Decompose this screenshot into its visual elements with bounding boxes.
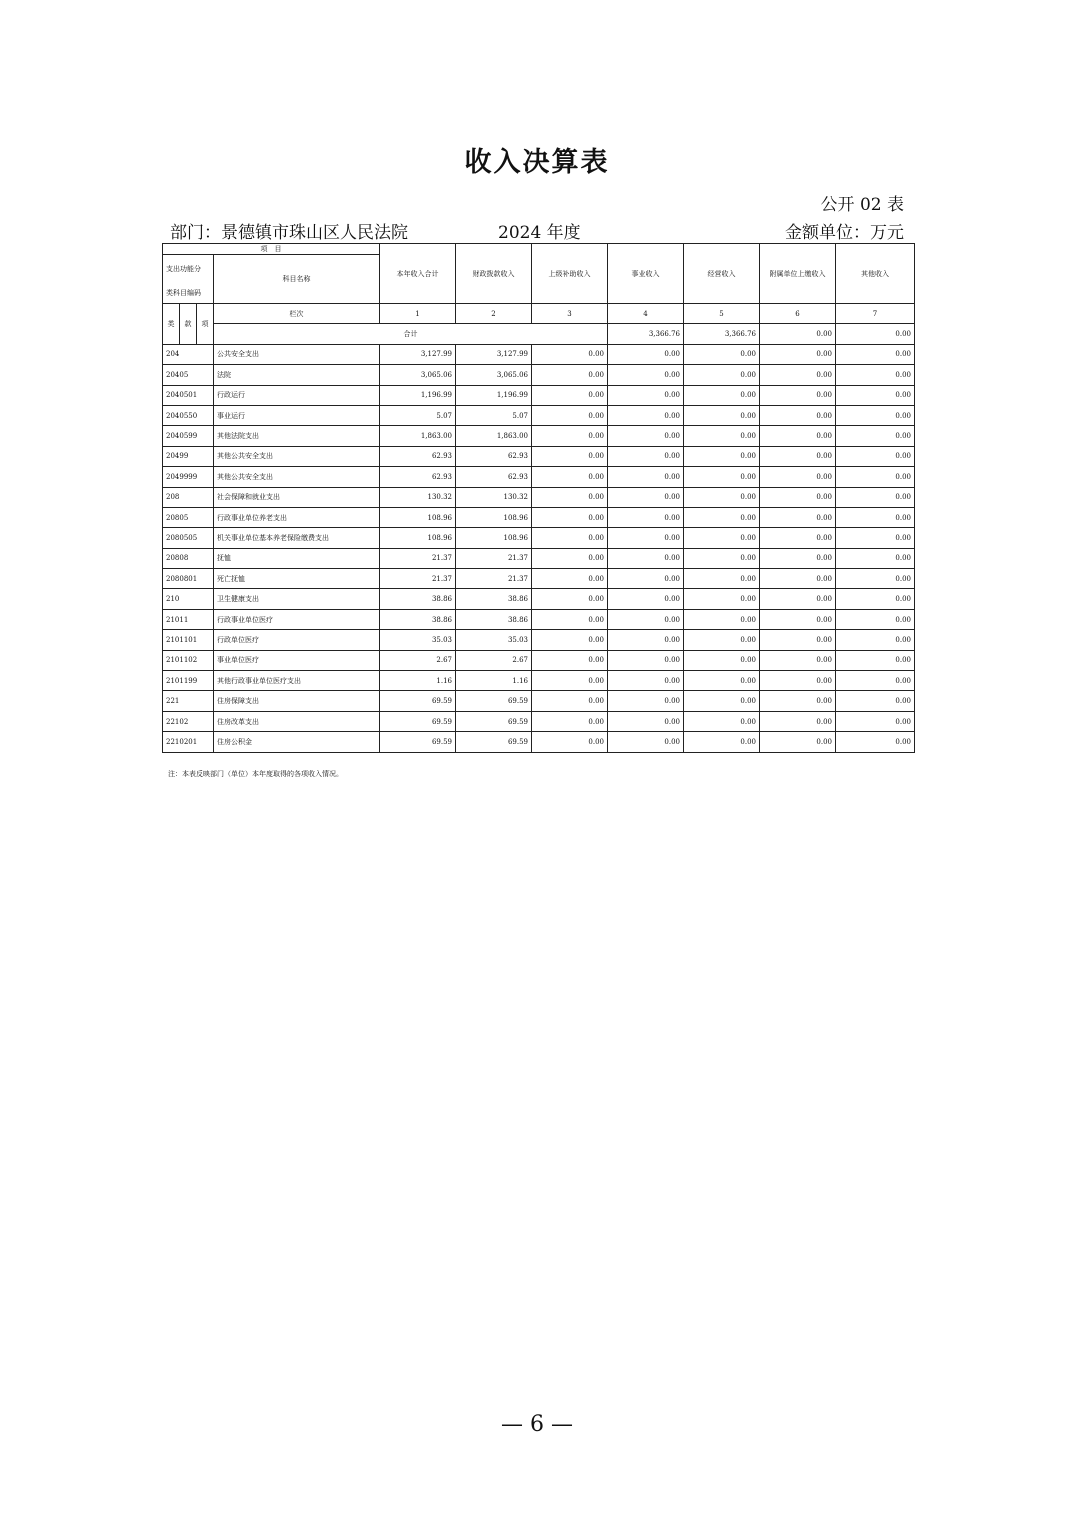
row-subject-name: 卫生健康支出 bbox=[214, 589, 380, 609]
row-value-cell: 0.00 bbox=[608, 446, 684, 466]
row-value-cell: 0.00 bbox=[760, 589, 836, 609]
header-func-class: 支出功能分 bbox=[163, 255, 214, 284]
row-value-cell: 0.00 bbox=[836, 487, 915, 507]
row-value-cell: 69.59 bbox=[380, 711, 456, 731]
row-code: 2080505 bbox=[163, 528, 214, 548]
row-value-cell: 0.00 bbox=[836, 691, 915, 711]
row-value-cell: 0.00 bbox=[532, 507, 608, 527]
income-table bbox=[162, 243, 915, 753]
row-value-cell: 0.00 bbox=[532, 365, 608, 385]
row-value-cell: 0.00 bbox=[532, 650, 608, 670]
row-value-cell: 0.00 bbox=[532, 609, 608, 629]
table-row bbox=[163, 691, 915, 711]
total-cell: 3,366.76 bbox=[684, 324, 760, 344]
row-value-cell: 3,127.99 bbox=[456, 344, 532, 364]
page-title: 收入决算表 bbox=[464, 147, 610, 178]
row-value-cell: 3,127.99 bbox=[380, 344, 456, 364]
row-subject-name: 其他行政事业单位医疗支出 bbox=[214, 671, 380, 691]
header-lei: 类 bbox=[163, 304, 180, 345]
row-subject-name: 其他公共安全支出 bbox=[214, 446, 380, 466]
row-value-cell: 0.00 bbox=[532, 487, 608, 507]
row-value-cell: 0.00 bbox=[684, 528, 760, 548]
table-row bbox=[163, 507, 915, 527]
total-cell: 0.00 bbox=[760, 324, 836, 344]
row-subject-name: 行政运行 bbox=[214, 385, 380, 405]
row-value-cell: 1,196.99 bbox=[380, 385, 456, 405]
total-cell: 0.00 bbox=[836, 324, 915, 344]
row-value-cell: 0.00 bbox=[684, 426, 760, 446]
table-row bbox=[163, 385, 915, 405]
row-code: 221 bbox=[163, 691, 214, 711]
fiscal-year: 2024 年度 bbox=[498, 223, 581, 243]
row-value-cell: 0.00 bbox=[532, 405, 608, 425]
row-value-cell: 0.00 bbox=[532, 732, 608, 752]
col-number-6: 6 bbox=[760, 304, 836, 324]
col-number-5: 5 bbox=[684, 304, 760, 324]
header-project: 项 目 bbox=[163, 244, 380, 255]
row-value-cell: 0.00 bbox=[684, 569, 760, 589]
row-subject-name: 其他法院支出 bbox=[214, 426, 380, 446]
header-col-2: 财政拨款收入 bbox=[456, 244, 532, 304]
table-row bbox=[163, 467, 915, 487]
table-row bbox=[163, 650, 915, 670]
table-row bbox=[163, 365, 915, 385]
row-value-cell: 0.00 bbox=[608, 365, 684, 385]
row-code: 2101101 bbox=[163, 630, 214, 650]
row-value-cell: 1.16 bbox=[380, 671, 456, 691]
row-value-cell: 2.67 bbox=[380, 650, 456, 670]
row-code: 20405 bbox=[163, 365, 214, 385]
row-value-cell: 0.00 bbox=[836, 507, 915, 527]
row-value-cell: 0.00 bbox=[760, 671, 836, 691]
row-value-cell: 62.93 bbox=[456, 467, 532, 487]
row-value-cell: 0.00 bbox=[836, 344, 915, 364]
row-value-cell: 69.59 bbox=[456, 732, 532, 752]
row-value-cell: 0.00 bbox=[836, 609, 915, 629]
row-value-cell: 0.00 bbox=[760, 365, 836, 385]
row-value-cell: 21.37 bbox=[380, 548, 456, 568]
row-value-cell: 5.07 bbox=[380, 405, 456, 425]
table-row bbox=[163, 630, 915, 650]
row-value-cell: 0.00 bbox=[760, 344, 836, 364]
row-value-cell: 0.00 bbox=[532, 446, 608, 466]
row-value-cell: 0.00 bbox=[760, 732, 836, 752]
row-value-cell: 1,863.00 bbox=[456, 426, 532, 446]
row-value-cell: 0.00 bbox=[608, 548, 684, 568]
row-value-cell: 0.00 bbox=[760, 630, 836, 650]
row-value-cell: 5.07 bbox=[456, 405, 532, 425]
table-row bbox=[163, 344, 915, 364]
row-value-cell: 0.00 bbox=[760, 528, 836, 548]
row-value-cell: 0.00 bbox=[532, 548, 608, 568]
row-value-cell: 0.00 bbox=[836, 385, 915, 405]
header-col-4: 事业收入 bbox=[608, 244, 684, 304]
row-value-cell: 21.37 bbox=[456, 548, 532, 568]
row-value-cell: 0.00 bbox=[684, 732, 760, 752]
col-number-4: 4 bbox=[608, 304, 684, 324]
row-code: 2101102 bbox=[163, 650, 214, 670]
row-value-cell: 0.00 bbox=[760, 691, 836, 711]
row-value-cell: 0.00 bbox=[760, 711, 836, 731]
row-code: 2049999 bbox=[163, 467, 214, 487]
row-value-cell: 0.00 bbox=[836, 711, 915, 731]
row-value-cell: 0.00 bbox=[608, 487, 684, 507]
row-value-cell: 0.00 bbox=[532, 569, 608, 589]
row-subject-name: 机关事业单位基本养老保险缴费支出 bbox=[214, 528, 380, 548]
row-value-cell: 0.00 bbox=[532, 691, 608, 711]
row-value-cell: 0.00 bbox=[684, 609, 760, 629]
header-col-5: 经营收入 bbox=[684, 244, 760, 304]
row-value-cell: 21.37 bbox=[456, 569, 532, 589]
row-value-cell: 0.00 bbox=[532, 711, 608, 731]
row-value-cell: 0.00 bbox=[608, 650, 684, 670]
row-value-cell: 0.00 bbox=[608, 405, 684, 425]
row-value-cell: 21.37 bbox=[380, 569, 456, 589]
row-value-cell: 0.00 bbox=[684, 507, 760, 527]
row-value-cell: 0.00 bbox=[608, 344, 684, 364]
table-row bbox=[163, 548, 915, 568]
header-xiang: 项 bbox=[197, 304, 214, 345]
row-value-cell: 0.00 bbox=[608, 589, 684, 609]
header-class-code: 类科目编码 bbox=[163, 283, 214, 304]
row-value-cell: 38.86 bbox=[380, 609, 456, 629]
row-code: 2040599 bbox=[163, 426, 214, 446]
row-value-cell: 108.96 bbox=[380, 507, 456, 527]
total-cell: 3,366.76 bbox=[608, 324, 684, 344]
row-value-cell: 0.00 bbox=[760, 609, 836, 629]
table-row bbox=[163, 528, 915, 548]
row-value-cell: 69.59 bbox=[456, 711, 532, 731]
row-value-cell: 0.00 bbox=[532, 528, 608, 548]
col-number-1: 1 bbox=[380, 304, 456, 324]
row-subject-name: 行政事业单位养老支出 bbox=[214, 507, 380, 527]
row-value-cell: 0.00 bbox=[608, 630, 684, 650]
department-label: 部门：景德镇市珠山区人民法院 bbox=[170, 223, 408, 243]
row-value-cell: 3,065.06 bbox=[456, 365, 532, 385]
row-subject-name: 事业运行 bbox=[214, 405, 380, 425]
row-value-cell: 0.00 bbox=[760, 650, 836, 670]
row-value-cell: 0.00 bbox=[608, 732, 684, 752]
row-value-cell: 0.00 bbox=[684, 691, 760, 711]
row-value-cell: 0.00 bbox=[836, 426, 915, 446]
row-subject-name: 住房公积金 bbox=[214, 732, 380, 752]
row-code: 210 bbox=[163, 589, 214, 609]
row-value-cell: 62.93 bbox=[380, 446, 456, 466]
row-code: 20808 bbox=[163, 548, 214, 568]
table-row bbox=[163, 426, 915, 446]
header-col-3: 上级补助收入 bbox=[532, 244, 608, 304]
row-value-cell: 0.00 bbox=[836, 630, 915, 650]
row-value-cell: 0.00 bbox=[532, 344, 608, 364]
row-value-cell: 0.00 bbox=[684, 650, 760, 670]
row-value-cell: 62.93 bbox=[380, 467, 456, 487]
row-code: 22102 bbox=[163, 711, 214, 731]
row-value-cell: 0.00 bbox=[836, 446, 915, 466]
row-value-cell: 0.00 bbox=[608, 569, 684, 589]
row-code: 208 bbox=[163, 487, 214, 507]
row-value-cell: 0.00 bbox=[760, 405, 836, 425]
row-subject-name: 社会保障和就业支出 bbox=[214, 487, 380, 507]
row-value-cell: 0.00 bbox=[760, 426, 836, 446]
footnote: 注：本表反映部门（单位）本年度取得的各项收入情况。 bbox=[168, 770, 343, 778]
table-row bbox=[163, 405, 915, 425]
row-value-cell: 108.96 bbox=[456, 507, 532, 527]
col-number-3: 3 bbox=[532, 304, 608, 324]
header-lan-ci: 栏次 bbox=[214, 304, 380, 324]
table-row bbox=[163, 711, 915, 731]
row-subject-name: 住房保障支出 bbox=[214, 691, 380, 711]
row-value-cell: 0.00 bbox=[684, 467, 760, 487]
row-code: 204 bbox=[163, 344, 214, 364]
row-value-cell: 0.00 bbox=[608, 671, 684, 691]
row-value-cell: 0.00 bbox=[760, 507, 836, 527]
row-value-cell: 69.59 bbox=[456, 691, 532, 711]
row-value-cell: 0.00 bbox=[760, 446, 836, 466]
row-value-cell: 0.00 bbox=[532, 467, 608, 487]
row-value-cell: 0.00 bbox=[608, 426, 684, 446]
row-value-cell: 0.00 bbox=[836, 548, 915, 568]
row-code: 21011 bbox=[163, 609, 214, 629]
row-value-cell: 0.00 bbox=[836, 405, 915, 425]
row-value-cell: 0.00 bbox=[684, 589, 760, 609]
page-number: — 6 — bbox=[501, 1412, 573, 1437]
row-value-cell: 0.00 bbox=[608, 507, 684, 527]
row-value-cell: 0.00 bbox=[684, 671, 760, 691]
row-subject-name: 其他公共安全支出 bbox=[214, 467, 380, 487]
row-value-cell: 0.00 bbox=[608, 528, 684, 548]
row-value-cell: 0.00 bbox=[532, 426, 608, 446]
row-value-cell: 0.00 bbox=[684, 630, 760, 650]
row-subject-name: 住房改革支出 bbox=[214, 711, 380, 731]
row-value-cell: 0.00 bbox=[684, 711, 760, 731]
header-col-6: 附属单位上缴收入 bbox=[760, 244, 836, 304]
amount-unit: 金额单位：万元 bbox=[785, 223, 904, 243]
row-subject-name: 事业单位医疗 bbox=[214, 650, 380, 670]
row-value-cell: 69.59 bbox=[380, 691, 456, 711]
row-value-cell: 0.00 bbox=[760, 385, 836, 405]
row-value-cell: 0.00 bbox=[836, 671, 915, 691]
row-value-cell: 108.96 bbox=[380, 528, 456, 548]
row-value-cell: 130.32 bbox=[456, 487, 532, 507]
row-code: 2210201 bbox=[163, 732, 214, 752]
header-col-7: 其他收入 bbox=[836, 244, 915, 304]
row-value-cell: 130.32 bbox=[380, 487, 456, 507]
row-value-cell: 0.00 bbox=[684, 446, 760, 466]
row-value-cell: 62.93 bbox=[456, 446, 532, 466]
row-subject-name: 死亡抚恤 bbox=[214, 569, 380, 589]
row-value-cell: 38.86 bbox=[456, 609, 532, 629]
row-value-cell: 38.86 bbox=[456, 589, 532, 609]
row-code: 20805 bbox=[163, 507, 214, 527]
row-value-cell: 1,196.99 bbox=[456, 385, 532, 405]
row-value-cell: 35.03 bbox=[380, 630, 456, 650]
table-row bbox=[163, 487, 915, 507]
row-subject-name: 公共安全支出 bbox=[214, 344, 380, 364]
row-subject-name: 法院 bbox=[214, 365, 380, 385]
total-label: 合计 bbox=[214, 324, 608, 344]
row-value-cell: 69.59 bbox=[380, 732, 456, 752]
row-value-cell: 0.00 bbox=[684, 405, 760, 425]
row-value-cell: 35.03 bbox=[456, 630, 532, 650]
row-value-cell: 0.00 bbox=[532, 630, 608, 650]
row-code: 2080801 bbox=[163, 569, 214, 589]
row-value-cell: 0.00 bbox=[836, 365, 915, 385]
row-subject-name: 行政事业单位医疗 bbox=[214, 609, 380, 629]
row-value-cell: 0.00 bbox=[836, 650, 915, 670]
table-row bbox=[163, 732, 915, 752]
col-number-7: 7 bbox=[836, 304, 915, 324]
row-value-cell: 108.96 bbox=[456, 528, 532, 548]
header-subject-name: 科目名称 bbox=[214, 255, 380, 304]
table-row bbox=[163, 671, 915, 691]
form-code: 公开 02 表 bbox=[820, 195, 904, 215]
header-kuan: 款 bbox=[180, 304, 197, 345]
row-code: 20499 bbox=[163, 446, 214, 466]
row-value-cell: 0.00 bbox=[836, 467, 915, 487]
row-value-cell: 0.00 bbox=[760, 467, 836, 487]
row-value-cell: 1.16 bbox=[456, 671, 532, 691]
row-value-cell: 0.00 bbox=[760, 548, 836, 568]
row-value-cell: 0.00 bbox=[760, 569, 836, 589]
row-value-cell: 0.00 bbox=[532, 385, 608, 405]
table-row bbox=[163, 609, 915, 629]
row-value-cell: 0.00 bbox=[608, 691, 684, 711]
row-subject-name: 行政单位医疗 bbox=[214, 630, 380, 650]
table-row bbox=[163, 446, 915, 466]
table-row bbox=[163, 589, 915, 609]
row-value-cell: 0.00 bbox=[836, 569, 915, 589]
row-code: 2040550 bbox=[163, 405, 214, 425]
row-value-cell: 0.00 bbox=[684, 548, 760, 568]
row-value-cell: 0.00 bbox=[532, 589, 608, 609]
row-code: 2040501 bbox=[163, 385, 214, 405]
row-code: 2101199 bbox=[163, 671, 214, 691]
row-value-cell: 0.00 bbox=[684, 385, 760, 405]
row-value-cell: 2.67 bbox=[456, 650, 532, 670]
row-subject-name: 抚恤 bbox=[214, 548, 380, 568]
row-value-cell: 0.00 bbox=[684, 365, 760, 385]
row-value-cell: 0.00 bbox=[836, 732, 915, 752]
row-value-cell: 38.86 bbox=[380, 589, 456, 609]
row-value-cell: 0.00 bbox=[608, 711, 684, 731]
row-value-cell: 1,863.00 bbox=[380, 426, 456, 446]
header-col-1: 本年收入合计 bbox=[380, 244, 456, 304]
row-value-cell: 0.00 bbox=[684, 487, 760, 507]
row-value-cell: 0.00 bbox=[608, 467, 684, 487]
row-value-cell: 3,065.06 bbox=[380, 365, 456, 385]
row-value-cell: 0.00 bbox=[836, 589, 915, 609]
row-value-cell: 0.00 bbox=[532, 671, 608, 691]
col-number-2: 2 bbox=[456, 304, 532, 324]
row-value-cell: 0.00 bbox=[760, 487, 836, 507]
table-row bbox=[163, 569, 915, 589]
row-value-cell: 0.00 bbox=[608, 385, 684, 405]
row-value-cell: 0.00 bbox=[608, 609, 684, 629]
row-value-cell: 0.00 bbox=[684, 344, 760, 364]
row-value-cell: 0.00 bbox=[836, 528, 915, 548]
